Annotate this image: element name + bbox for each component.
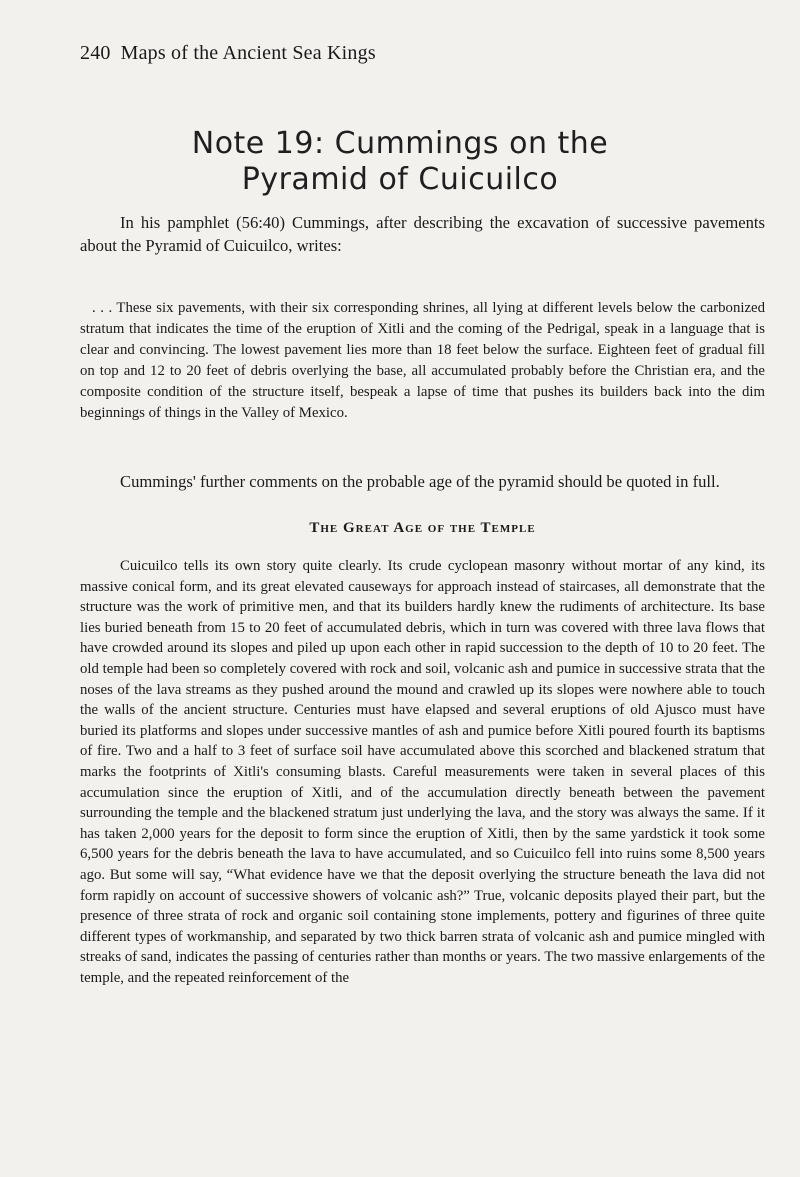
running-head — [80, 42, 376, 65]
note-title-line-2: Pyramid of Cuicuilco — [241, 162, 559, 197]
book-title: Maps of the Ancient Sea Kings — [120, 42, 376, 64]
section-heading: The Great Age of the Temple — [309, 520, 536, 536]
page-number: 240 — [80, 42, 111, 64]
body-paragraph: Cummings' further comments on the probable age of the pyramid should be quoted in full. — [120, 472, 720, 491]
quote-excerpt-temple-age: Cuicuilco tells its own story quite clearly. Its crude cyclopean masonry without mortar of any kind, its massive conical form, and its great elevated causeways for approach instead of staircases, all demonstrate that the structure was the work of primitive men, and that its builders hardly knew the rudiments of architecture. Its base lies buried beneath from 15 to 20 feet of accumulated debris, which in turn was covered with three lava flows that have crowded around its slopes and piled up upon each other in rapid succession to the depth of 10 to 20 feet. The old temple had been so completely covered with rock and soil, volcanic ash and pumice in successive strata that the noses of the lava streams as they pushed around the mound and crawled up its slopes were nowhere able to touch the walls of the ancient structure. Centuries must have elapsed and several eruptions of old Ajusco must have buried its platforms and slopes under successive mantles of ash and pumice before Xitli poured fourth its baptisms of fire. Two and a half to 3 feet of surface soil have accumulated above this scorched and blackened stratum that marks the footprints of Xitli's consuming blasts. Careful measurements were taken in several places of this accumulation since the eruption of Xitli, and of the accumulation directly beneath between the pavement surrounding the temple and the blackened stratum just underlying the lava, and the story was always the same. If it has taken 2,000 years for the deposit to form since the eruption of Xitli, then by the same yardstick it took some 6,500 years for the debris beneath the lava to have accumulated, and so Cuicuilco fell into ruins some 8,500 years ago. But some will say, “What evidence have we that the deposit overlying the structure beneath the lava did not form rapidly on account of successive showers of volcanic ash?” True, volcanic deposits played their part, but the presence of three strata of rock and organic soil containing stone implements, pottery and figurines of three quite different types of workmanship, and separated by two thick barren strata of volcanic ash and pumice mingled with streaks of sand, indicates the passing of centuries rather than months or years. The two massive enlargements of the temple, and the repeated reinforcement of the — [80, 558, 765, 986]
note-title-line-1: Note 19: Cummings on the — [191, 126, 609, 161]
quote-excerpt-pavements: . . . These six pavements, with their six corresponding shrines, all lying at different levels below the carbonized stratum that indicates the time of the eruption of Xitli and the coming of the Pedrigal, speak in a language that is clear and convincing. The lowest pavement lies more than 18 feet below the surface. Eighteen feet of gradual fill on top and 12 to 20 feet of debris overlying the base, all accumulated probably before the Christian era, and the composite condition of the structure itself, bespeak a lapse of time that pushes its builders back into the dim beginnings of things in the Valley of Mexico. — [80, 300, 765, 421]
intro-paragraph: In his pamphlet (56:40) Cummings, after describing the excavation of successive pavements about the Pyramid of Cuicuilco, writes: — [80, 213, 765, 255]
note-title — [80, 126, 720, 198]
